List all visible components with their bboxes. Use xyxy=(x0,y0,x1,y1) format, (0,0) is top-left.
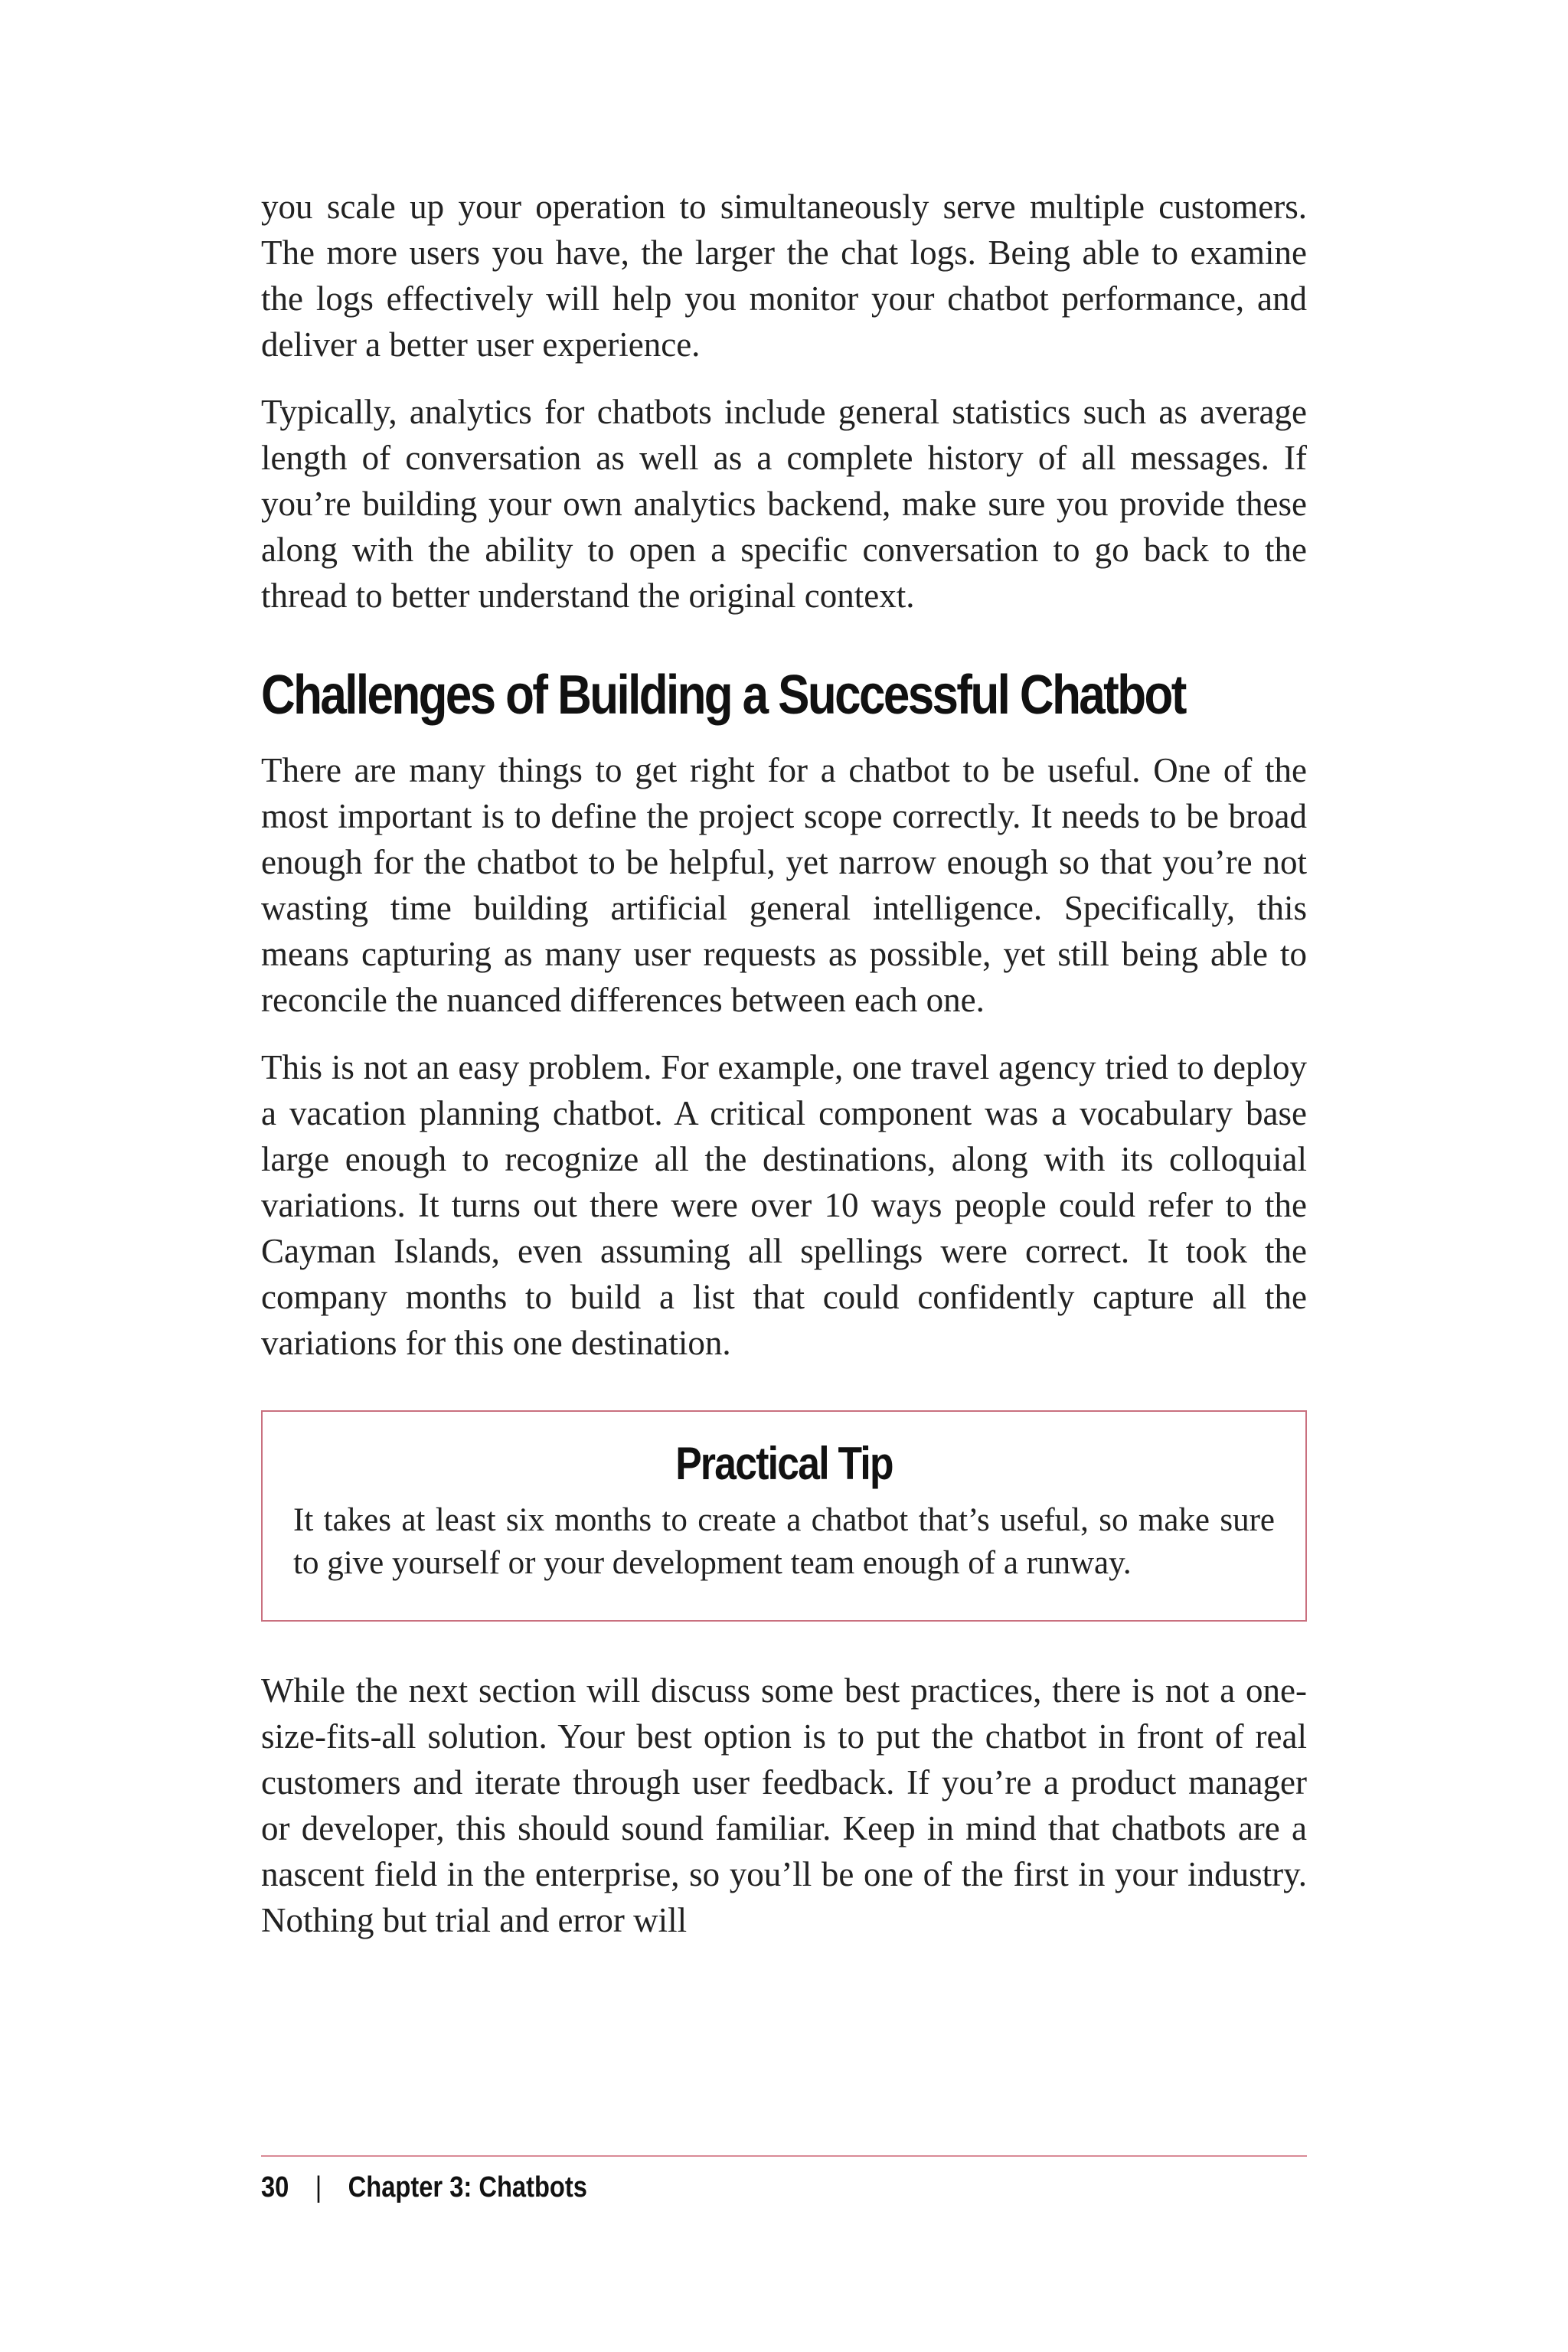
footer-rule xyxy=(261,2155,1307,2157)
page-body xyxy=(261,184,1307,1965)
practical-tip-box xyxy=(261,1410,1307,1622)
footer-separator: | xyxy=(315,2171,322,2203)
section-heading: Challenges of Building a Successful Chatbot xyxy=(261,665,1185,726)
tip-text: It takes at least six months to create a chatbot that’s useful, so make sure to give yourself or your development team enough of a runway. xyxy=(293,1502,1275,1581)
body-paragraph: you scale up your operation to simultaneously serve multiple customers. The more users you have, the larger the chat logs. Being able to examine the logs effectively will help you monitor your chatbot performance, and deliver a better user experience. xyxy=(261,188,1307,364)
body-paragraph: Typically, analytics for chatbots include general statistics such as average length of conversation as well as a complete history of all messages. If you’re building your own analytics backend, make sure you provide these along with the ability to open a specific conversation to go back to the thread to better understand the original context. xyxy=(261,393,1307,615)
page-number: 30 xyxy=(261,2171,289,2203)
body-paragraph: While the next section will discuss some best practices, there is not a one-size-fits-all solution. Your best option is to put the chatbot in front of real customers and iterate through user feedback. If you’re a product manager or developer, this should sound familiar. Keep in mind that chatbots are a nascent field in the enterprise, so you’ll be one of the first in your industry. Nothing but trial and error will xyxy=(261,1671,1307,1939)
body-paragraph: This is not an easy problem. For example, one travel agency tried to deploy a vacation planning chatbot. A critical component was a vocabulary base large enough to recognize all the destinations, along with its colloquial variations. It turns out there were over 10 ways people could refer to the Cayman Islands, even assuming all spellings were correct. It took the company months to build a list that could confidently capture all the variations for this one destination. xyxy=(261,1048,1307,1362)
chapter-title: Chapter 3: Chatbots xyxy=(348,2171,587,2203)
body-paragraph: There are many things to get right for a chatbot to be useful. One of the most important is to define the project scope correctly. It needs to be broad enough for the chatbot to be helpful, yet narrow enough so that you’re not wasting time building artificial general intelligence. Specifically, this means capturing as many user requests as possible, yet still being able to reconcile the nuanced differences between each one. xyxy=(261,751,1307,1019)
tip-title: Practical Tip xyxy=(675,1438,893,1489)
page-footer xyxy=(261,2168,587,2207)
